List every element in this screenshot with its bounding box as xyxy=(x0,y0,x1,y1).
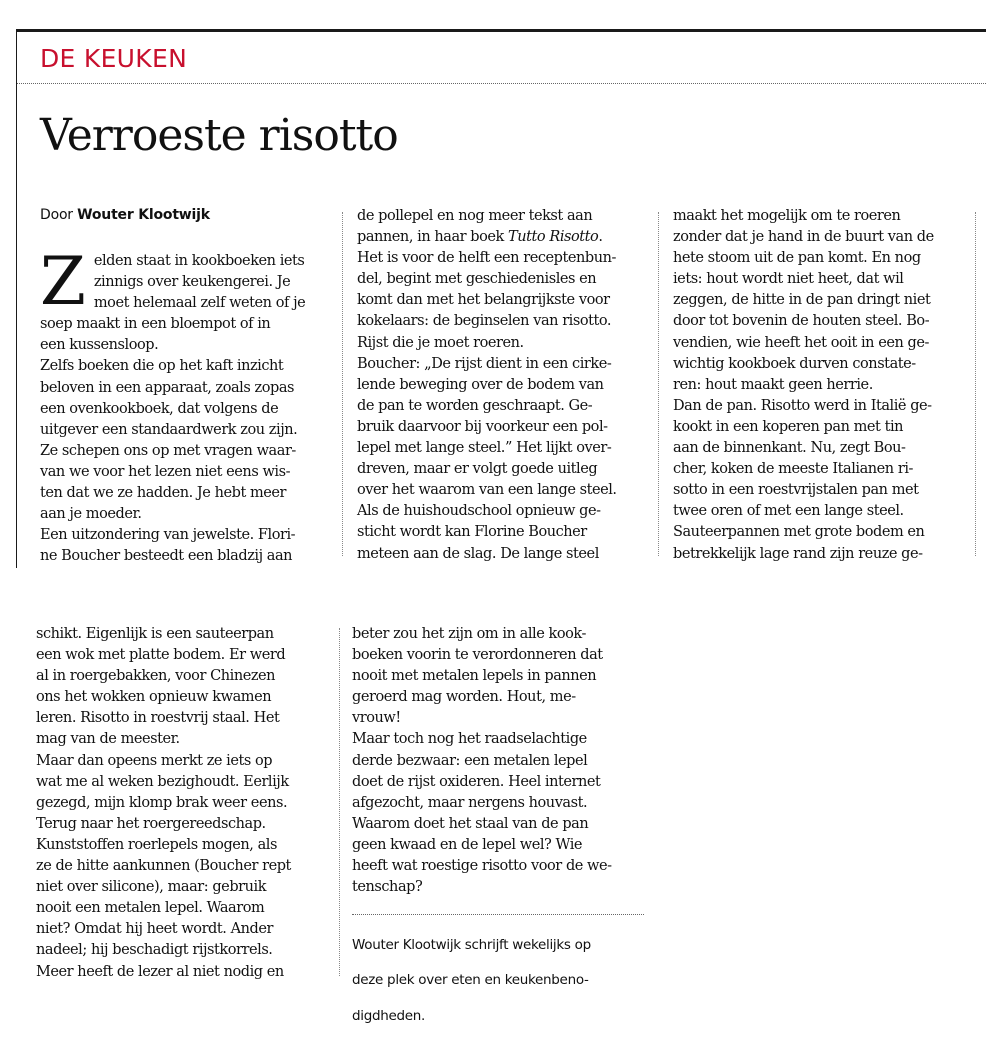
column-2 xyxy=(357,206,617,565)
footnote-divider xyxy=(352,914,644,915)
text-line: niet? Omdat hij heet wordt. Ander xyxy=(36,921,273,938)
text-line: meteen aan de slag. De lange steel xyxy=(357,545,599,562)
text-line: Sauteerpannen met grote bodem en xyxy=(673,524,925,541)
text-line: Het is voor de helft een receptenbun- xyxy=(357,250,616,267)
text-line: doet de rijst oxideren. Heel internet xyxy=(352,773,601,790)
text-line: aan de binnenkant. Nu, zegt Bou- xyxy=(673,440,906,457)
text-line: niet over silicone), maar: gebruik xyxy=(36,879,267,896)
text-line: ze de hitte aankunnen (Boucher rept xyxy=(36,858,291,875)
text-line: ten dat we ze hadden. Je hebt meer xyxy=(40,485,287,502)
text-line: komt dan met het belangrijkste voor xyxy=(357,292,610,309)
text-line: Maar dan opeens merkt ze iets op xyxy=(36,752,273,769)
text-line: nooit een metalen lepel. Waarom xyxy=(36,900,265,917)
text-segment: pannen, in haar boek xyxy=(357,229,509,246)
byline-prefix: Door xyxy=(40,207,73,223)
text-line: aan je moeder. xyxy=(40,506,142,523)
text-line: derde bezwaar: een metalen lepel xyxy=(352,752,588,769)
text-line: betrekkelijk lage rand zijn reuze ge- xyxy=(673,545,923,562)
text-line: Boucher: „De rijst dient in een cirke- xyxy=(357,355,612,372)
column-divider xyxy=(339,628,340,976)
text-line: mag van de meester. xyxy=(36,731,180,748)
text-line: Waarom doet het staal van de pan xyxy=(352,815,589,832)
text-line: zonder dat je hand in de buurt van de xyxy=(673,229,934,246)
text-segment: . xyxy=(598,229,603,246)
text-line: beter zou het zijn om in alle kook- xyxy=(352,626,586,642)
text-line: vrouw! xyxy=(352,710,401,727)
text-line: een ovenkookboek, dat volgens de xyxy=(40,400,279,417)
text-line: boeken voorin te verordonneren dat xyxy=(352,647,603,664)
text-line: nooit met metalen lepels in pannen xyxy=(352,668,597,685)
column-divider xyxy=(975,212,976,556)
text-line: del, begint met geschiedenisles en xyxy=(357,271,597,288)
text-line: ren: hout maakt geen herrie. xyxy=(673,376,873,393)
text-line: deze plek over eten en keukenbeno- xyxy=(352,972,589,988)
column-divider xyxy=(342,212,343,556)
text-line: elden staat in kookboeken iets xyxy=(93,253,305,269)
book-title: Tutto Risotto xyxy=(508,229,599,246)
text-line: Ze schepen ons op met vragen waar- xyxy=(40,442,296,459)
text-line: kookt in een koperen pan met tin xyxy=(673,418,904,435)
text-line: zeggen, de hitte in de pan dringt niet xyxy=(673,292,931,309)
column-1-lines xyxy=(40,314,297,567)
text-line: soep maakt in een bloempot of in xyxy=(40,316,271,333)
column-4 xyxy=(36,624,291,983)
text-line: Terug naar het roergereedschap. xyxy=(36,815,266,832)
text-line: de pan te worden geschraapt. Ge- xyxy=(357,397,593,414)
text-line: tenschap? xyxy=(352,879,423,896)
text-line: hete stoom uit de pan komt. En nog xyxy=(673,250,921,267)
text-line: kokelaars: de beginselen van risotto. xyxy=(357,313,612,330)
text-line: wat me al weken bezighoudt. Eerlijk xyxy=(36,773,289,790)
text-line: maakt het mogelijk om te roeren xyxy=(673,208,901,224)
text-line: beloven in een apparaat, zoals zopas xyxy=(40,379,295,396)
text-line: door tot bovenin de houten steel. Bo- xyxy=(673,313,930,330)
text-line: bruik daarvoor bij voorkeur een pol- xyxy=(357,418,608,435)
text-line: een kussensloop. xyxy=(40,337,159,354)
text-line: sotto in een roestvrijstalen pan met xyxy=(673,482,919,499)
text-line: de pollepel en nog meer tekst aan xyxy=(357,208,593,224)
text-line: Kunststoffen roerlepels mogen, als xyxy=(36,836,277,853)
text-line: wichtig kookboek durven constate- xyxy=(673,355,916,372)
text-line: vendien, wie heeft het ooit in een ge- xyxy=(673,334,929,351)
text-line: over het waarom van een lange steel. xyxy=(357,482,617,499)
column-2-lines xyxy=(357,248,617,564)
text-line: nadeel; hij beschadigt rijstkorrels. xyxy=(36,942,273,959)
text-line: cher, koken de meeste Italianen ri- xyxy=(673,461,913,478)
text-line: Meer heeft de lezer al niet nodig en xyxy=(36,963,284,980)
text-line: afgezocht, maar nergens houvast. xyxy=(352,794,588,811)
headline: Verroeste risotto xyxy=(40,110,398,161)
drop-cap: Z xyxy=(40,243,86,320)
text-line: heeft wat roestige risotto voor de we- xyxy=(352,858,612,875)
text-line: schikt. Eigenlijk is een sauteerpan xyxy=(36,626,274,642)
text-line: geen kwaad en de lepel wel? Wie xyxy=(352,836,583,853)
text-line: zinnigs over keukengerei. Je xyxy=(93,274,291,291)
text-line: twee oren of met een lange steel. xyxy=(673,503,904,520)
text-line: een wok met platte bodem. Er werd xyxy=(36,647,286,664)
column-5 xyxy=(352,624,612,898)
text-line: Wouter Klootwijk schrijft wekelijks op xyxy=(352,936,591,953)
author-name: Wouter Klootwijk xyxy=(77,207,210,223)
column-divider xyxy=(658,212,659,556)
text-line: Zelfs boeken die op het kaft inzicht xyxy=(40,358,284,375)
column-3 xyxy=(673,206,934,565)
text-line: ne Boucher besteedt een bladzij aan xyxy=(40,548,293,565)
text-line: iets: hout wordt niet heet, dat wil xyxy=(673,271,904,288)
column-1 xyxy=(40,243,306,567)
text-line: lende beweging over de bodem van xyxy=(357,376,604,393)
text-line: Maar toch nog het raadselachtige xyxy=(352,731,587,748)
text-line: geroerd mag worden. Hout, me- xyxy=(352,689,576,706)
section-divider xyxy=(17,83,986,84)
byline xyxy=(40,205,210,225)
author-footnote xyxy=(352,920,591,1040)
section-label: DE KEUKEN xyxy=(40,44,188,73)
text-line: lepel met lange steel.” Het lijkt over- xyxy=(357,440,612,457)
text-line: van we voor het lezen niet eens wis- xyxy=(40,463,291,480)
text-line: dreven, maar er volgt goede uitleg xyxy=(357,461,598,478)
text-line: Dan de pan. Risotto werd in Italië ge- xyxy=(673,397,932,414)
text-line: Rijst die je moet roeren. xyxy=(357,334,524,351)
text-line xyxy=(357,227,617,248)
text-line: uitgever een standaardwerk zou zijn. xyxy=(40,421,298,438)
text-line: Een uitzondering van jewelste. Flori- xyxy=(40,527,296,544)
text-line: ons het wokken opnieuw kwamen xyxy=(36,689,272,706)
text-line: leren. Risotto in roestvrij staal. Het xyxy=(36,710,280,727)
text-line: gezegd, mijn klomp brak weer eens. xyxy=(36,794,288,811)
text-line: sticht wordt kan Florine Boucher xyxy=(357,524,587,541)
text-line: al in roergebakken, voor Chinezen xyxy=(36,668,276,685)
text-line: moet helemaal zelf weten of je xyxy=(93,295,306,312)
text-line: digdheden. xyxy=(352,1007,426,1024)
text-line: Als de huishoudschool opnieuw ge- xyxy=(357,503,601,520)
